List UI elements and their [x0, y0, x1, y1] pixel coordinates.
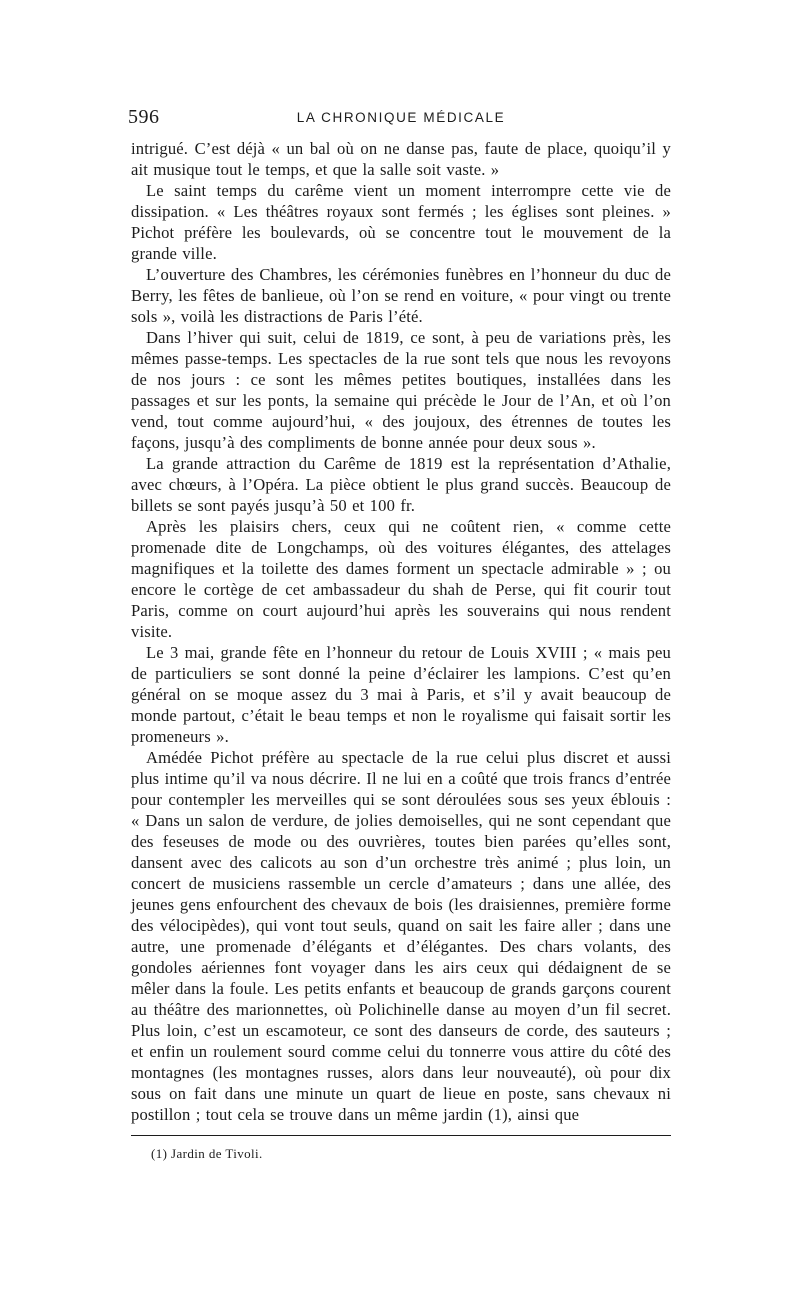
page-header	[128, 106, 671, 130]
footnote: (1) Jardin de Tivoli.	[151, 1146, 263, 1161]
paragraph: Dans l’hiver qui suit, celui de 1819, ce sont, à peu de variations près, les mêmes passe-temps. Les spectacles de la rue sont tels que nous les revoyons de nos jours : ce sont les mêmes petites boutiques, installées dans les passages et sur les ponts, la semaine qui précède le Jour de l’An, et où l’on vend, tout comme aujourd’hui, « des joujoux, des étrennes de toutes les façons, jusqu’à des compliments de bonne année pour deux sous ».	[131, 328, 671, 452]
page-number: 596	[128, 106, 160, 128]
paragraph: Le 3 mai, grande fête en l’honneur du retour de Louis XVIII ; « mais peu de particuliers se sont donné la peine d’éclairer les lampions. C’est qu’en général on se moque assez du 3 mai à Paris, et s’il y avait beaucoup de monde partout, c’était le beau temps et non le royalisme qui faisait sortir les promeneurs ».	[131, 643, 671, 746]
paragraph: Amédée Pichot préfère au spectacle de la rue celui plus discret et aussi plus intime qu’il va nous décrire. Il ne lui en a coûté que trois francs d’entrée pour contempler les merveilles qui se sont déroulées sous ses yeux éblouis : « Dans un salon de verdure, de jolies demoiselles, qui ne sont cependant que des feseuses de mode ou des ouvrières, toutes bien parées qu’elles sont, dansent avec des calicots au son d’un orchestre très animé ; plus loin, un concert de musiciens rassemble un cercle d’amateurs ; dans une allée, des jeunes gens enfourchent des chevaux de bois (les draisiennes, première forme des vélocipèdes), qui vont tout seuls, quand on sait les faire aller ; dans une autre, une promenade d’élégants et d’élégantes. Des chars volants, des gondoles aériennes font voyager dans les airs ceux qui dédaignent de se mêler dans la foule. Les petits enfants et beaucoup de grands garçons courent au théâtre des marionnettes, où Polichinelle danse au moyen d’un fil secret. Plus loin, c’est un escamoteur, ce sont des danseurs de corde, des sauteurs ; et enfin un roulement sourd comme celui du tonnerre vous attire du côté des montagnes (les montagnes russes, alors dans leur nouveauté), où pour dix sous on fait dans une minute un quart de lieue en poste, sans chevaux ni postillon ; tout cela se trouve dans un même jardin (1), ainsi que	[131, 748, 671, 1124]
footnote-divider	[131, 1135, 671, 1136]
paragraph: La grande attraction du Carême de 1819 est la représentation d’Athalie, avec chœurs, à l’Opéra. La pièce obtient le plus grand succès. Beaucoup de billets se sont payés jusqu’à 50 et 100 fr.	[131, 454, 671, 515]
document-page	[128, 106, 671, 1162]
paragraph: L’ouverture des Chambres, les cérémonies funèbres en l’honneur du duc de Berry, les fêtes de banlieue, où l’on se rend en voiture, « pour vingt ou trente sols », voilà les distractions de Paris l’été.	[131, 265, 671, 326]
body-text	[131, 138, 671, 1125]
paragraph: intrigué. C’est déjà « un bal où on ne danse pas, faute de place, quoiqu’il y ait musique tout le temps, et que la salle soit vaste. »	[131, 139, 671, 179]
paragraph: Après les plaisirs chers, ceux qui ne coûtent rien, « comme cette promenade dite de Longchamps, où des voitures élégantes, des attelages magnifiques et la toilette des dames forment un spectacle admirable » ; ou encore le cortège de cet ambassadeur du shah de Perse, qui fit courir tout Paris, comme on court aujourd’hui après les souverains qui nous rendent visite.	[131, 517, 671, 641]
running-title: LA CHRONIQUE MÉDICALE	[296, 110, 506, 125]
paragraph: Le saint temps du carême vient un moment interrompre cette vie de dissipation. « Les théâtres royaux sont fermés ; les églises sont pleines. » Pichot préfère les boulevards, où se concentre tout le mouvement de la grande ville.	[131, 181, 671, 263]
